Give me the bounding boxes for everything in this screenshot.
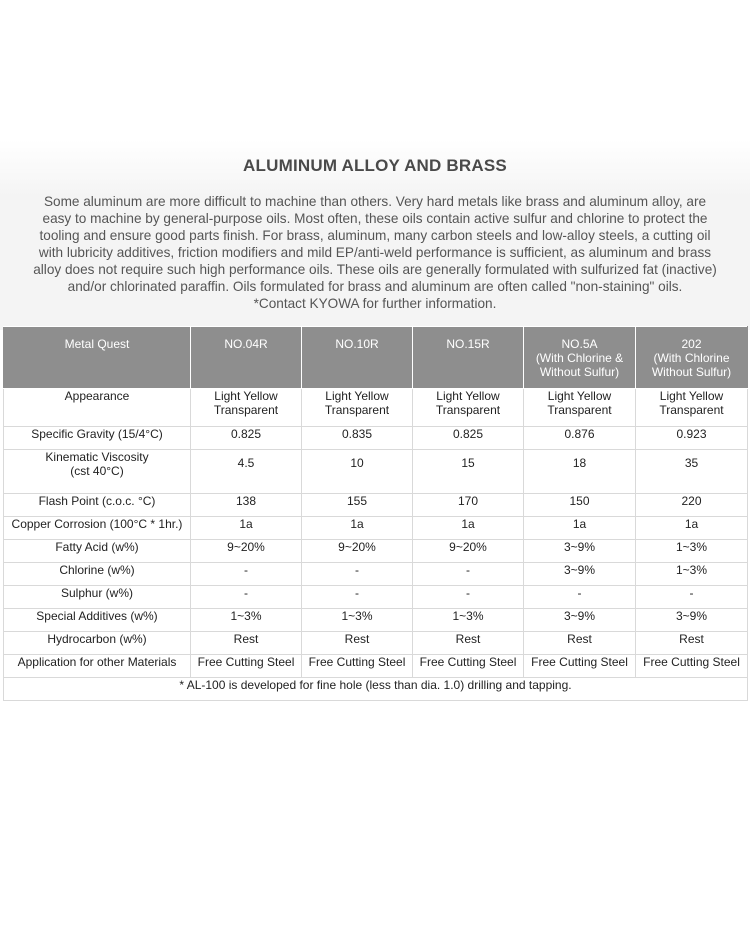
table-cell: 0.835: [302, 427, 413, 450]
table-cell: 1a: [191, 517, 302, 540]
table-row: [4, 540, 748, 563]
table-cell: 4.5: [191, 450, 302, 494]
row-label: Appearance: [4, 389, 191, 427]
table-cell: Free Cutting Steel: [413, 655, 524, 678]
table-cell: 3~9%: [524, 563, 636, 586]
table-footnote-row: [4, 678, 748, 701]
table-cell: Light Yellow Transparent: [302, 389, 413, 427]
table-row: [4, 494, 748, 517]
table-row: [4, 586, 748, 609]
header-label: Metal Quest: [4, 327, 191, 389]
table-cell: Rest: [636, 632, 748, 655]
table-cell: 18: [524, 450, 636, 494]
table-cell: 0.825: [191, 427, 302, 450]
table-row: [4, 655, 748, 678]
table-header-row: [4, 327, 748, 389]
table-cell: 35: [636, 450, 748, 494]
table-cell: Free Cutting Steel: [524, 655, 636, 678]
table-cell: 9~20%: [302, 540, 413, 563]
table-row: [4, 632, 748, 655]
table-cell: 1~3%: [302, 609, 413, 632]
table-cell: -: [302, 563, 413, 586]
header-product: NO.15R: [413, 327, 524, 389]
table-cell: Free Cutting Steel: [302, 655, 413, 678]
intro-line: *Contact KYOWA for further information.: [253, 296, 497, 311]
table-cell: 0.923: [636, 427, 748, 450]
intro-paragraph: [22, 193, 728, 312]
header-product: NO.5A (With Chlorine & Without Sulfur): [524, 327, 636, 389]
row-label: Hydrocarbon (w%): [4, 632, 191, 655]
table-cell: Rest: [302, 632, 413, 655]
table-cell: 138: [191, 494, 302, 517]
row-label: Fatty Acid (w%): [4, 540, 191, 563]
table-cell: 9~20%: [413, 540, 524, 563]
table-cell: Free Cutting Steel: [191, 655, 302, 678]
table-cell: 1~3%: [413, 609, 524, 632]
table-row: [4, 609, 748, 632]
row-label: Sulphur (w%): [4, 586, 191, 609]
table-cell: 15: [413, 450, 524, 494]
table-cell: -: [413, 586, 524, 609]
table-row: [4, 427, 748, 450]
table-cell: 3~9%: [524, 609, 636, 632]
row-label: Chlorine (w%): [4, 563, 191, 586]
table-cell: Light Yellow Transparent: [524, 389, 636, 427]
table-cell: 1~3%: [191, 609, 302, 632]
table-cell: 170: [413, 494, 524, 517]
table-row: [4, 563, 748, 586]
header-product: 202 (With Chlorine Without Sulfur): [636, 327, 748, 389]
table-cell: Rest: [191, 632, 302, 655]
table-row: [4, 517, 748, 540]
table-cell: 10: [302, 450, 413, 494]
table-cell: 1a: [413, 517, 524, 540]
row-label: Kinematic Viscosity (cst 40°C): [4, 450, 191, 494]
table-cell: Rest: [524, 632, 636, 655]
table-cell: Rest: [413, 632, 524, 655]
header-product: NO.04R: [191, 327, 302, 389]
table-cell: 150: [524, 494, 636, 517]
table-cell: -: [413, 563, 524, 586]
table-cell: 1~3%: [636, 540, 748, 563]
table-cell: Light Yellow Transparent: [636, 389, 748, 427]
table-cell: 0.876: [524, 427, 636, 450]
intro-line: Some aluminum are more difficult to machine than others. Very hard metals like brass and aluminum alloy, are: [43, 194, 707, 209]
table-cell: 1a: [524, 517, 636, 540]
table-cell: -: [191, 563, 302, 586]
intro-line: easy to machine by general-purpose oils. Most often, these oils contain active sulfur and chlorine to protect the: [42, 211, 708, 226]
table-cell: -: [191, 586, 302, 609]
table-cell: -: [636, 586, 748, 609]
row-label: Application for other Materials: [4, 655, 191, 678]
table-cell: 155: [302, 494, 413, 517]
table-cell: 0.825: [413, 427, 524, 450]
table-cell: 9~20%: [191, 540, 302, 563]
table-cell: 1a: [302, 517, 413, 540]
table-footnote: * AL-100 is developed for fine hole (less than dia. 1.0) drilling and tapping.: [4, 678, 748, 701]
table-cell: -: [524, 586, 636, 609]
table-cell: 1a: [636, 517, 748, 540]
intro-line: tooling and ensure good parts finish. For brass, aluminum, many carbon steels and low-alloy steels, a cutting oil: [39, 228, 711, 243]
row-label: Flash Point (c.o.c. °C): [4, 494, 191, 517]
page-title: ALUMINUM ALLOY AND BRASS: [243, 156, 507, 175]
table-cell: Light Yellow Transparent: [413, 389, 524, 427]
header-product: NO.10R: [302, 327, 413, 389]
intro-line: and/or chlorinated paraffin. Oils formulated for brass and aluminum are often called "non-staining" oils.: [67, 279, 683, 294]
table-cell: 1~3%: [636, 563, 748, 586]
table-cell: 3~9%: [636, 609, 748, 632]
row-label: Specific Gravity (15/4°C): [4, 427, 191, 450]
spec-table: [3, 326, 748, 701]
table-row: [4, 389, 748, 427]
table-cell: 3~9%: [524, 540, 636, 563]
table-cell: Light Yellow Transparent: [191, 389, 302, 427]
row-label: Special Additives (w%): [4, 609, 191, 632]
intro-line: with lubricity additives, friction modifiers and mild EP/anti-weld performance is sufficient, as aluminum and brass: [38, 245, 712, 260]
table-cell: 220: [636, 494, 748, 517]
intro-line: alloy does not require such high performance oils. These oils are generally formulated with sulfurized fat (inactive): [33, 262, 717, 277]
table-cell: Free Cutting Steel: [636, 655, 748, 678]
table-row: [4, 450, 748, 494]
row-label: Copper Corrosion (100°C * 1hr.): [4, 517, 191, 540]
table-cell: -: [302, 586, 413, 609]
